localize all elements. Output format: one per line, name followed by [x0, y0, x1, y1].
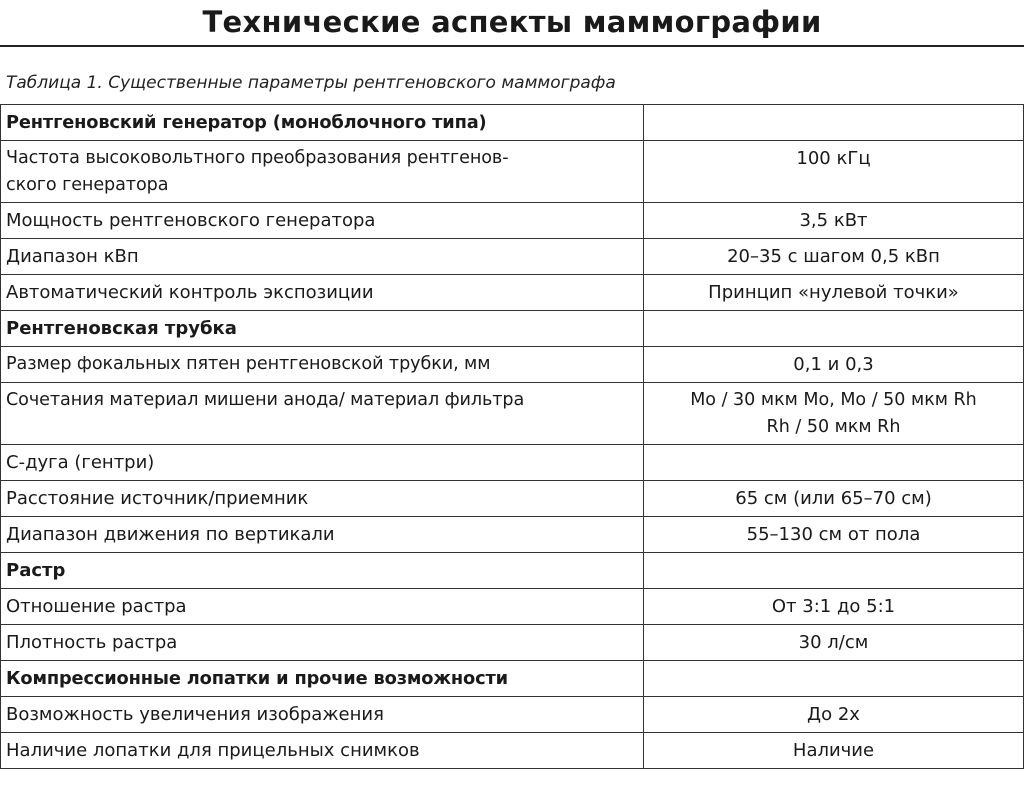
section-value [644, 311, 1024, 347]
parameter-label: Сочетания материал мишени анода/ материал фильтра [1, 383, 644, 445]
title-divider [0, 45, 1024, 47]
parameter-value-line: Mo / 30 мкм Mo, Mo / 50 мкм Rh [690, 390, 977, 410]
parameter-value: До 2х [644, 697, 1024, 733]
parameter-label: Плотность растра [1, 625, 644, 661]
parameter-label: Мощность рентгеновского генератора [1, 203, 644, 239]
parameter-value: 30 л/см [644, 625, 1024, 661]
parameter-value [644, 383, 1024, 445]
table-row [1, 625, 1024, 661]
table-caption: Таблица 1. Существенные параметры рентгеновского маммографа [6, 73, 616, 93]
parameter-label: Расстояние источник/приемник [1, 481, 644, 517]
table-row [1, 517, 1024, 553]
parameter-label: Диапазон движения по вертикали [1, 517, 644, 553]
parameter-label: Наличие лопатки для прицельных снимков [1, 733, 644, 769]
table-row [1, 697, 1024, 733]
table-row-section [1, 105, 1024, 141]
section-value [644, 105, 1024, 141]
parameter-value [644, 445, 1024, 481]
parameter-label: Возможность увеличения изображения [1, 697, 644, 733]
parameter-value: 20–35 с шагом 0,5 кВп [644, 239, 1024, 275]
parameter-value: От 3:1 до 5:1 [644, 589, 1024, 625]
parameter-value: 0,1 и 0,3 [644, 347, 1024, 383]
parameter-value: 100 кГц [644, 141, 1024, 203]
table-row [1, 733, 1024, 769]
section-title: Рентгеновская трубка [1, 311, 644, 347]
section-title: Компрессионные лопатки и прочие возможности [1, 661, 644, 697]
table-row-section [1, 661, 1024, 697]
page-title: Технические аспекты маммографии [202, 5, 822, 39]
parameter-value: 65 см (или 65–70 см) [644, 481, 1024, 517]
parameter-value: Наличие [644, 733, 1024, 769]
parameter-label [1, 141, 644, 203]
parameter-label-line: ского генератора [6, 175, 169, 195]
table-row [1, 275, 1024, 311]
table-row-section [1, 311, 1024, 347]
table-row-section [1, 553, 1024, 589]
parameter-label: Диапазон кВп [1, 239, 644, 275]
parameter-value-line: Rh / 50 мкм Rh [766, 417, 901, 437]
parameter-label: Отношение растра [1, 589, 644, 625]
parameter-value: 3,5 кВт [644, 203, 1024, 239]
parameter-label-line: Частота высоковольтного преобразования рентгенов- [6, 148, 509, 168]
parameter-label: С-дуга (гентри) [1, 445, 644, 481]
table-row [1, 445, 1024, 481]
section-value [644, 553, 1024, 589]
table-row [1, 589, 1024, 625]
table-row [1, 239, 1024, 275]
section-title: Рентгеновский генератор (моноблочного типа) [1, 105, 644, 141]
table-row [1, 481, 1024, 517]
table-row [1, 383, 1024, 445]
parameter-value: 55–130 см от пола [644, 517, 1024, 553]
table-row [1, 347, 1024, 383]
table-row [1, 141, 1024, 203]
parameter-value: Принцип «нулевой точки» [644, 275, 1024, 311]
section-value [644, 661, 1024, 697]
table-row [1, 203, 1024, 239]
parameter-label: Автоматический контроль экспозиции [1, 275, 644, 311]
section-title: Растр [1, 553, 644, 589]
parameters-table [0, 104, 1024, 769]
parameter-label: Размер фокальных пятен рентгеновской трубки, мм [1, 347, 644, 383]
